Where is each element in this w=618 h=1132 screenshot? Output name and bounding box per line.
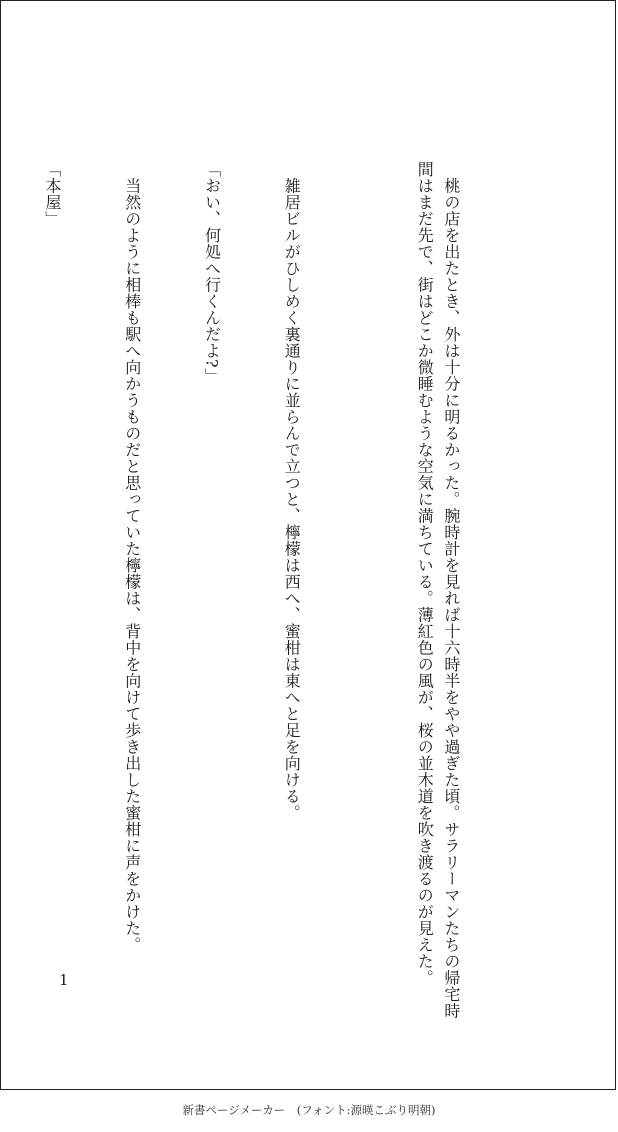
paragraph: 桃の店を出たとき、外は十分に明るかった。腕時計を見れば十六時半をやや過ぎた頃。サラリーマンたちの帰宅時間はまだ先で、街はどこか微睡むような空気に満ちている。薄紅色の風が、桜の並木道を吹き渡るのが見えた。 (415, 161, 461, 1019)
dialogue-line: 「おい、何処へ行くんだよ?」 (202, 161, 222, 385)
dialogue-line: 「本屋」 (42, 161, 62, 227)
paragraph: 当然のように相棒も駅へ向かうものだと思っていた檸檬は、背中を向けて歩き出した蜜柑に声をかけた。 (122, 161, 142, 953)
paragraph: 雑居ビルがひしめく裏通りに並らんで立つと、檸檬は西へ、蜜柑は東へと足を向ける。 (282, 161, 302, 821)
footer-credit: 新書ページメーカー (フォント:源暎こぶり明朝) (182, 1103, 436, 1117)
vertical-text-body (0, 161, 517, 1021)
page-number: 1 (59, 971, 69, 989)
